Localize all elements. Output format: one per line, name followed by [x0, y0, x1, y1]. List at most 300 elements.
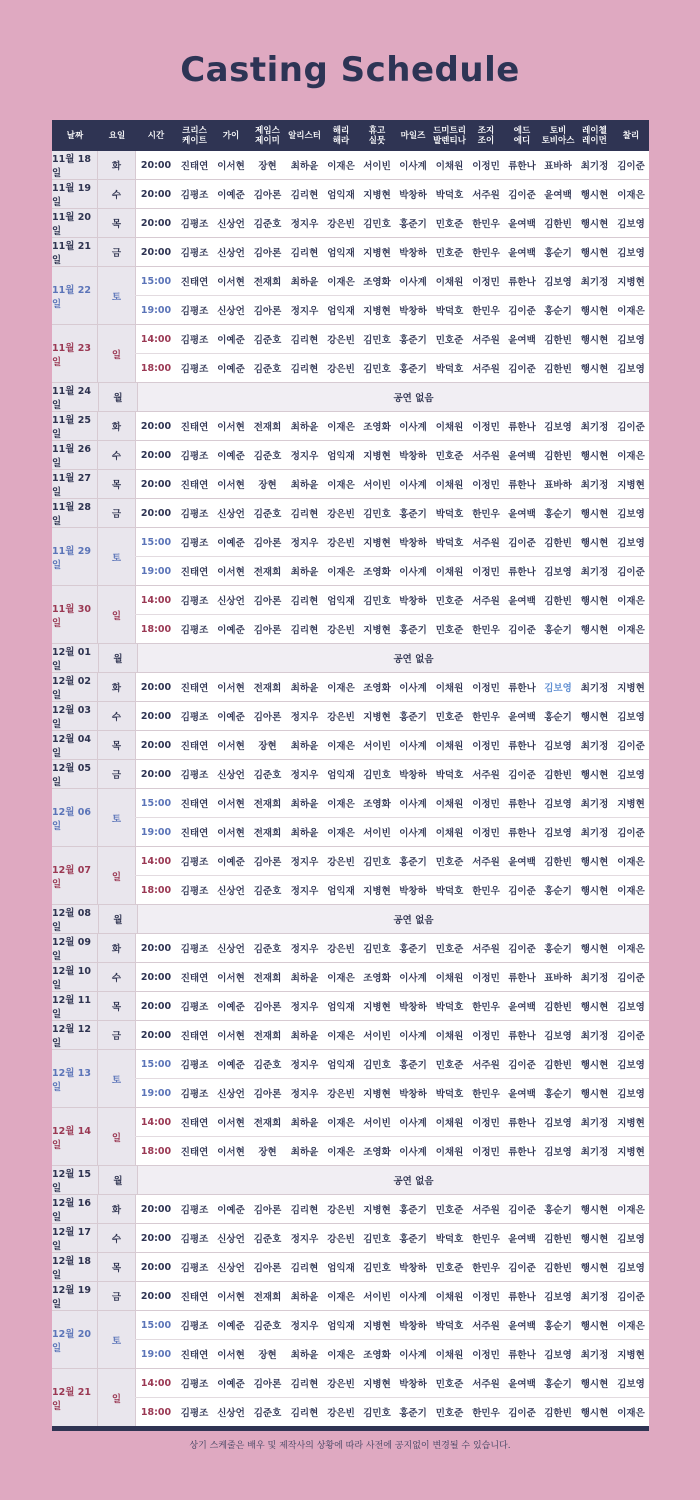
- cast-cell: 최기정: [580, 1118, 609, 1129]
- cast-cell: 김아론: [253, 248, 282, 259]
- cast-cell: 전재희: [253, 277, 282, 288]
- cast-cell: 이재은: [617, 596, 645, 607]
- cast-cell: 신상언: [217, 886, 245, 897]
- weekday-cell: 금: [97, 1282, 135, 1310]
- cast-cell: 김민호: [363, 1234, 391, 1245]
- cast-cell: 이재은: [327, 973, 355, 984]
- schedule-group: [52, 759, 649, 788]
- cast-cell: 김준호: [253, 1321, 282, 1332]
- schedule-group: [52, 440, 649, 469]
- cast-cell: 김이준: [508, 886, 536, 897]
- date-cell: 12월 07일: [52, 847, 97, 904]
- cast-cell: 홍순기: [544, 1379, 572, 1390]
- cast-cell: 장현: [258, 1350, 277, 1361]
- weekday-cell: 토: [97, 528, 135, 585]
- cast-cell: 지병현: [363, 1321, 391, 1332]
- cast-cell: 신상언: [217, 306, 245, 317]
- cast-cell: 박덕호: [435, 190, 464, 201]
- weekday-cell: 금: [97, 238, 135, 266]
- cast-cell: 김보영: [544, 1350, 572, 1361]
- date-cell: 12월 14일: [52, 1108, 97, 1165]
- cast-cell: 김리현: [290, 335, 319, 346]
- cast-cell: 김평조: [180, 712, 209, 723]
- cast-cell: 강은빈: [327, 219, 355, 230]
- date-cell: 12월 18일: [52, 1253, 97, 1281]
- weekday-cell: 토: [97, 789, 135, 846]
- date-cell: 12월 01일: [52, 644, 98, 672]
- date-cell: 12월 10일: [52, 963, 97, 991]
- cast-cell: 이서현: [217, 799, 245, 810]
- cast-cell: 김아론: [253, 190, 282, 201]
- cast-cell: 최하윤: [290, 161, 319, 172]
- cast-cell: 한민우: [472, 712, 500, 723]
- cast-cell: 홍순기: [544, 625, 572, 636]
- cast-cell: 류한나: [508, 973, 536, 984]
- cast-cell: 홍순기: [544, 1205, 572, 1216]
- weekday-cell: 수: [97, 441, 135, 469]
- cast-cell: 김한빈: [544, 335, 572, 346]
- cast-cell: 강은빈: [327, 944, 355, 955]
- cast-cell: 이채원: [435, 161, 464, 172]
- time-cell: [137, 383, 178, 411]
- cast-cell: 최기정: [580, 277, 609, 288]
- cast-cell: 지병현: [617, 1147, 645, 1158]
- weekday-cell: 토: [97, 1311, 135, 1368]
- cast-cell: 신상언: [217, 219, 245, 230]
- cast-cell: 박창하: [399, 451, 427, 462]
- cast-cell: 이재은: [327, 799, 355, 810]
- cast-cell: 최하윤: [290, 567, 319, 578]
- time-cell: 15:00: [135, 789, 176, 817]
- cast-cell: 서주원: [472, 364, 500, 375]
- table-row: [135, 1282, 649, 1310]
- date-cell: 11월 21일: [52, 238, 97, 266]
- cast-cell: 김평조: [180, 509, 209, 520]
- performance-rows: [135, 1224, 649, 1252]
- table-row: [135, 353, 649, 382]
- cast-cell: 김평조: [180, 1089, 209, 1100]
- performance-rows: [135, 1282, 649, 1310]
- cast-cell: 이채원: [435, 480, 464, 491]
- cast-cell: 진태연: [180, 1118, 209, 1129]
- weekday-cell: 월: [98, 1166, 137, 1194]
- table-row: [135, 556, 649, 585]
- cast-cell: 엄익재: [327, 190, 355, 201]
- table-row: [135, 702, 649, 730]
- cast-cell: 전재희: [253, 973, 282, 984]
- cast-cell: 윤여백: [508, 1089, 536, 1100]
- cast-cell: 정지우: [290, 1234, 319, 1245]
- cast-cell: 진태연: [180, 1147, 209, 1158]
- cast-cell: 전재희: [253, 422, 282, 433]
- performance-rows: [135, 992, 649, 1020]
- cast-cell: 김평조: [180, 219, 209, 230]
- time-cell: 18:00: [135, 354, 176, 382]
- cast-cell: 이정민: [472, 422, 500, 433]
- cast-cell: 홍준기: [399, 712, 427, 723]
- schedule-group: [52, 991, 649, 1020]
- date-cell: 12월 16일: [52, 1195, 97, 1223]
- cast-cell: 서주원: [472, 451, 500, 462]
- cast-cell: 김민호: [363, 1408, 391, 1419]
- table-row: [135, 934, 649, 962]
- time-cell: 20:00: [135, 470, 176, 498]
- cast-cell: 김평조: [180, 886, 209, 897]
- header-cell: 제임스 제이미: [255, 125, 280, 146]
- cast-cell: 이서현: [217, 828, 245, 839]
- table-row: [135, 817, 649, 846]
- cast-cell: 최하윤: [290, 973, 319, 984]
- cast-cell: 민호준: [435, 625, 464, 636]
- cast-cell: 행시현: [580, 364, 609, 375]
- cast-cell: 김이준: [617, 741, 645, 752]
- cast-cell: 한민우: [472, 1089, 500, 1100]
- schedule-table: [52, 120, 649, 1431]
- cast-cell: 한민우: [472, 1234, 500, 1245]
- cast-cell: 박창하: [399, 538, 427, 549]
- cast-cell: 최기정: [580, 1147, 609, 1158]
- cast-cell: 서주원: [472, 1321, 500, 1332]
- cast-cell: 최기정: [580, 422, 609, 433]
- table-row: [135, 238, 649, 266]
- cast-cell: 김리현: [290, 1263, 319, 1274]
- cast-cell: 박덕호: [435, 364, 464, 375]
- cast-cell: 박창하: [399, 1321, 427, 1332]
- cast-cell: 류한나: [508, 1031, 536, 1042]
- cast-cell: 표바하: [544, 161, 572, 172]
- cast-cell: 이재은: [327, 683, 355, 694]
- cast-cell: 이정민: [472, 973, 500, 984]
- date-cell: 12월 09일: [52, 934, 97, 962]
- cast-cell: 홍준기: [399, 857, 427, 868]
- schedule-group: [52, 498, 649, 527]
- performance-rows: [137, 644, 649, 672]
- performance-rows: [135, 441, 649, 469]
- cast-cell: 최기정: [580, 683, 609, 694]
- cast-cell: 서주원: [472, 596, 500, 607]
- cast-cell: 이채원: [435, 973, 464, 984]
- table-row: [135, 847, 649, 875]
- cast-cell: 김아론: [253, 1205, 282, 1216]
- cast-cell: 행시현: [580, 1234, 609, 1245]
- cast-cell: 서이빈: [363, 1118, 391, 1129]
- cast-cell: 이서현: [217, 973, 245, 984]
- cast-cell: 진태연: [180, 1350, 209, 1361]
- date-cell: 12월 15일: [52, 1166, 98, 1194]
- cast-cell: 김이준: [617, 1292, 645, 1303]
- header-cell: 날짜: [66, 130, 84, 141]
- cast-cell: 엄익재: [327, 770, 355, 781]
- weekday-cell: 수: [97, 180, 135, 208]
- performance-rows: [135, 731, 649, 759]
- cast-cell: 김평조: [180, 364, 209, 375]
- cast-cell: 강은빈: [327, 1379, 355, 1390]
- cast-cell: 민호준: [435, 1060, 464, 1071]
- cast-cell: 김보영: [617, 1089, 645, 1100]
- cast-cell: 김평조: [180, 857, 209, 868]
- performance-rows: [135, 760, 649, 788]
- performance-rows: [135, 1195, 649, 1223]
- cast-cell: 윤여백: [508, 1321, 536, 1332]
- time-cell: 20:00: [135, 151, 176, 179]
- cast-cell: 류한나: [508, 277, 536, 288]
- table-row: [135, 1369, 649, 1397]
- cast-cell: 홍준기: [399, 944, 427, 955]
- date-cell: 12월 17일: [52, 1224, 97, 1252]
- time-cell: 19:00: [135, 296, 176, 324]
- cast-cell: 지병현: [363, 538, 391, 549]
- cast-cell: 이사계: [399, 828, 427, 839]
- cast-cell: 조영화: [363, 1147, 391, 1158]
- cast-cell: 지병현: [617, 1118, 645, 1129]
- weekday-cell: 화: [97, 934, 135, 962]
- cast-cell: 김이준: [617, 1031, 645, 1042]
- cast-cell: 최하윤: [290, 741, 319, 752]
- schedule-group: [52, 904, 649, 933]
- cast-cell: 홍준기: [399, 1205, 427, 1216]
- cast-cell: 민호준: [435, 1205, 464, 1216]
- cast-cell: 지병현: [617, 1350, 645, 1361]
- schedule-group: [52, 788, 649, 846]
- cast-cell: 표바하: [544, 480, 572, 491]
- cast-cell: 류한나: [508, 1147, 536, 1158]
- no-show-row: [137, 1166, 649, 1194]
- no-show-row: [137, 905, 649, 933]
- time-cell: 18:00: [135, 876, 176, 904]
- cast-cell: 강은빈: [327, 625, 355, 636]
- cast-cell: 류한나: [508, 828, 536, 839]
- cast-cell: 엄익재: [327, 886, 355, 897]
- table-row: [135, 267, 649, 295]
- time-cell: 18:00: [135, 1137, 176, 1165]
- cast-cell: 엄익재: [327, 1263, 355, 1274]
- cast-cell: 지병현: [363, 451, 391, 462]
- cast-cell: 이정민: [472, 161, 500, 172]
- cast-cell: 민호준: [435, 335, 464, 346]
- cast-cell: 이재은: [617, 886, 645, 897]
- cast-cell: 최기정: [580, 480, 609, 491]
- cast-cell: 장현: [258, 1147, 277, 1158]
- cast-cell: 김이준: [508, 1060, 536, 1071]
- time-cell: 20:00: [135, 441, 176, 469]
- cast-cell: 엄익재: [327, 1321, 355, 1332]
- cast-cell: 김보영: [544, 1292, 572, 1303]
- cast-cell: 서주원: [472, 1379, 500, 1390]
- time-cell: 19:00: [135, 557, 176, 585]
- weekday-cell: 월: [98, 383, 137, 411]
- cast-cell: 전재희: [253, 799, 282, 810]
- schedule-group: [52, 1252, 649, 1281]
- cast-cell: 김리현: [290, 1205, 319, 1216]
- cast-cell: 신상언: [217, 944, 245, 955]
- cast-cell: 조영화: [363, 799, 391, 810]
- cast-cell: 서주원: [472, 1060, 500, 1071]
- performance-rows: [135, 1050, 649, 1107]
- cast-cell: 김보영: [617, 1263, 645, 1274]
- cast-cell: 김준호: [253, 770, 282, 781]
- cast-cell: 한민우: [472, 1263, 500, 1274]
- cast-cell: 진태연: [180, 683, 209, 694]
- cast-cell: 이재은: [327, 422, 355, 433]
- cast-cell: 전재희: [253, 1031, 282, 1042]
- cast-cell: 이예준: [217, 1205, 245, 1216]
- date-cell: 12월 21일: [52, 1369, 97, 1426]
- cast-cell: 김평조: [180, 1408, 209, 1419]
- cast-cell: 이채원: [435, 741, 464, 752]
- header-cell: 알리스터: [288, 130, 321, 141]
- time-cell: 20:00: [135, 702, 176, 730]
- date-cell: 11월 26일: [52, 441, 97, 469]
- cast-cell: 최기정: [580, 741, 609, 752]
- cast-cell: 이서현: [217, 1350, 245, 1361]
- cast-cell: 이서현: [217, 1292, 245, 1303]
- cast-cell: 행시현: [580, 1060, 609, 1071]
- cast-cell: 이서현: [217, 277, 245, 288]
- cast-cell: 최하윤: [290, 1350, 319, 1361]
- cast-cell: 윤여백: [508, 335, 536, 346]
- cast-cell: 신상언: [217, 1408, 245, 1419]
- cast-cell: 이서현: [217, 1147, 245, 1158]
- cast-cell: 박창하: [399, 1089, 427, 1100]
- schedule-group: [52, 382, 649, 411]
- cast-cell: 김리현: [290, 1408, 319, 1419]
- performance-rows: [135, 238, 649, 266]
- date-cell: 12월 04일: [52, 731, 97, 759]
- table-row: [135, 528, 649, 556]
- cast-cell: 진태연: [180, 973, 209, 984]
- cast-cell: 이사계: [399, 973, 427, 984]
- header-cell: 휴고 실뭇: [368, 125, 386, 146]
- cast-cell: 박창하: [399, 770, 427, 781]
- cast-cell: 이재은: [327, 741, 355, 752]
- cast-cell: 행시현: [580, 1089, 609, 1100]
- cast-cell: 이사계: [399, 1118, 427, 1129]
- cast-cell: 이정민: [472, 683, 500, 694]
- table-row: [135, 1397, 649, 1426]
- date-cell: 11월 27일: [52, 470, 97, 498]
- cast-cell: 윤여백: [508, 857, 536, 868]
- cast-cell: 박창하: [399, 248, 427, 259]
- date-cell: 11월 20일: [52, 209, 97, 237]
- cast-cell: 김이준: [508, 364, 536, 375]
- schedule-group: [52, 266, 649, 324]
- cast-cell: 신상언: [217, 248, 245, 259]
- cast-cell: 행시현: [580, 1263, 609, 1274]
- weekday-cell: 금: [97, 499, 135, 527]
- date-cell: 12월 08일: [52, 905, 98, 933]
- cast-cell: 김평조: [180, 335, 209, 346]
- cast-cell: 행시현: [580, 190, 609, 201]
- cast-cell: 민호준: [435, 596, 464, 607]
- table-row: [135, 412, 649, 440]
- cast-cell: 이정민: [472, 480, 500, 491]
- cast-cell: 이서현: [217, 567, 245, 578]
- cast-cell: 김보영: [544, 277, 572, 288]
- cast-cell: 이사계: [399, 1031, 427, 1042]
- table-row: [135, 180, 649, 208]
- time-cell: 15:00: [135, 267, 176, 295]
- weekday-cell: 수: [97, 963, 135, 991]
- time-cell: 20:00: [135, 180, 176, 208]
- cast-cell: 행시현: [580, 1321, 609, 1332]
- cast-cell: 서이빈: [363, 828, 391, 839]
- cast-cell: 엄익재: [327, 596, 355, 607]
- cast-cell: 행시현: [580, 886, 609, 897]
- performance-rows: [135, 1021, 649, 1049]
- cast-cell: 행시현: [580, 538, 609, 549]
- cast-cell: 이서현: [217, 683, 245, 694]
- cast-cell: 이재은: [327, 277, 355, 288]
- cast-cell: 홍순기: [544, 886, 572, 897]
- cast-cell: 최하윤: [290, 277, 319, 288]
- cast-cell: 지병현: [617, 683, 645, 694]
- cast-cell: 홍순기: [544, 1089, 572, 1100]
- cast-cell: 김이준: [617, 161, 645, 172]
- cast-cell: 이예준: [217, 712, 245, 723]
- cast-cell: 엄익재: [327, 248, 355, 259]
- cast-cell: 박덕호: [435, 770, 464, 781]
- cast-cell: 전재희: [253, 1118, 282, 1129]
- cast-cell: 이채원: [435, 422, 464, 433]
- cast-cell: 김평조: [180, 1321, 209, 1332]
- cast-cell: 김민호: [363, 1263, 391, 1274]
- cast-cell: 정지우: [290, 538, 319, 549]
- cast-cell: 이정민: [472, 1292, 500, 1303]
- table-body: [52, 151, 649, 1426]
- time-cell: [137, 644, 178, 672]
- cast-cell: 김리현: [290, 190, 319, 201]
- cast-cell: 이예준: [217, 1321, 245, 1332]
- time-cell: 15:00: [135, 528, 176, 556]
- cast-cell: 김아론: [253, 712, 282, 723]
- cast-cell: 정지우: [290, 451, 319, 462]
- cast-cell: 이사계: [399, 1147, 427, 1158]
- weekday-cell: 일: [97, 847, 135, 904]
- schedule-group: [52, 1281, 649, 1310]
- cast-cell: 김평조: [180, 451, 209, 462]
- weekday-cell: 일: [97, 586, 135, 643]
- cast-cell: 강은빈: [327, 1089, 355, 1100]
- schedule-group: [52, 933, 649, 962]
- cast-cell: 박덕호: [435, 538, 464, 549]
- cast-cell: 김한빈: [544, 1060, 572, 1071]
- cast-cell: 김이준: [508, 1205, 536, 1216]
- cast-cell: 조영화: [363, 1350, 391, 1361]
- cast-cell: 이재은: [327, 567, 355, 578]
- cast-cell: 진태연: [180, 277, 209, 288]
- cast-cell: 이재은: [327, 1292, 355, 1303]
- cast-cell: 이예준: [217, 625, 245, 636]
- cast-cell: 김보영: [617, 712, 645, 723]
- cast-cell: 홍준기: [399, 219, 427, 230]
- table-row: [135, 789, 649, 817]
- cast-cell: 장현: [258, 161, 277, 172]
- page-title: Casting Schedule: [180, 50, 520, 90]
- cast-cell: 김보영: [617, 248, 645, 259]
- cast-cell: 전재희: [253, 567, 282, 578]
- cast-cell: 김이준: [617, 973, 645, 984]
- cast-cell: 이재은: [327, 1031, 355, 1042]
- cast-cell: 진태연: [180, 422, 209, 433]
- cast-cell: 진태연: [180, 1031, 209, 1042]
- time-cell: 20:00: [135, 760, 176, 788]
- header-cell: 요일: [108, 130, 126, 141]
- cast-cell: 정지우: [290, 712, 319, 723]
- schedule-group: [52, 1020, 649, 1049]
- cast-cell: 박덕호: [435, 509, 464, 520]
- cast-cell: 홍순기: [544, 712, 572, 723]
- schedule-group: [52, 701, 649, 730]
